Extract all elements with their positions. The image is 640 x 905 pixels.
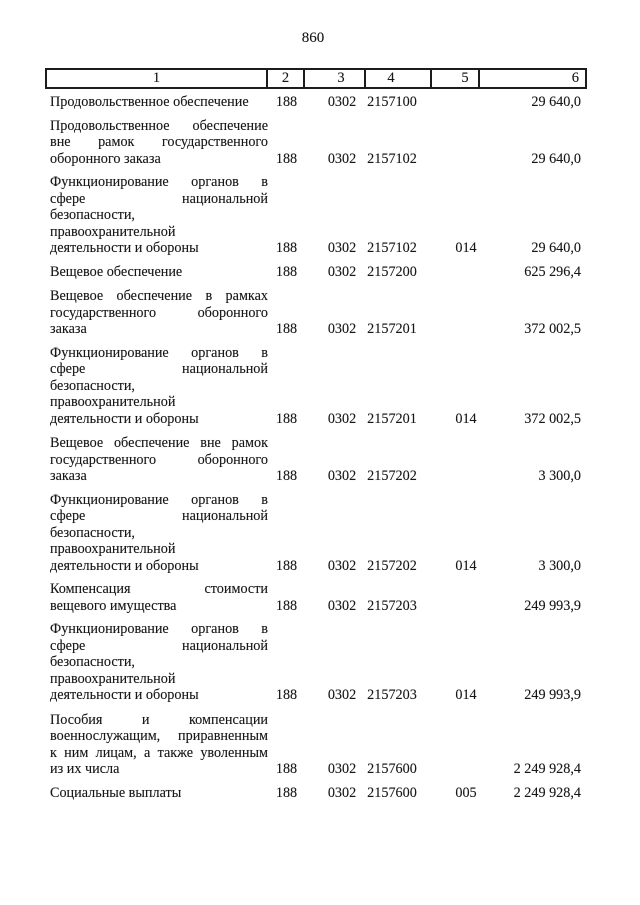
table-row xyxy=(45,492,587,575)
cell-grbs-code: 188 xyxy=(275,597,298,614)
row-description xyxy=(45,785,268,802)
column-header-3: 3 xyxy=(305,68,366,89)
description-line: Социальные выплаты xyxy=(50,784,182,801)
cell-grbs-code: 188 xyxy=(275,784,298,801)
row-description xyxy=(45,435,268,485)
cell-section-code: 0302 xyxy=(327,94,357,110)
description-line: государственного оборонного xyxy=(50,451,268,468)
cell-amount: 2 249 928,4 xyxy=(513,784,581,801)
description-line: Продовольственное обеспечение xyxy=(50,94,249,110)
cell-target-article: 2157102 xyxy=(367,240,417,256)
cell-amount: 249 993,9 xyxy=(524,687,581,703)
cell-grbs-code: 188 xyxy=(275,94,298,110)
cell-expense-type: 014 xyxy=(455,410,477,427)
row-description xyxy=(45,492,268,575)
table-header-row xyxy=(45,68,587,89)
description-line: безопасности, xyxy=(50,207,135,223)
description-line: вне рамок государственного xyxy=(50,134,268,150)
description-line: Вещевое обеспечение xyxy=(50,263,183,280)
cell-amount: 372 002,5 xyxy=(524,321,581,337)
description-line: к ним лицам, а также уволенным xyxy=(50,744,268,761)
description-line: сфере национальной xyxy=(50,361,268,377)
table-row xyxy=(45,94,587,111)
description-line: деятельности и обороны xyxy=(50,410,199,427)
row-description xyxy=(45,621,268,704)
row-description xyxy=(45,288,268,338)
cell-grbs-code: 188 xyxy=(275,263,298,280)
cell-amount: 2 249 928,4 xyxy=(513,761,581,777)
description-line: государственного оборонного xyxy=(50,304,268,321)
cell-amount: 29 640,0 xyxy=(531,150,581,167)
cell-target-article: 2157201 xyxy=(367,410,417,427)
table-row xyxy=(45,288,587,338)
description-line: сфере национальной xyxy=(50,508,268,524)
table-row xyxy=(45,174,587,257)
description-line: Пособия и компенсации xyxy=(50,711,268,728)
table-row xyxy=(45,712,587,778)
cell-grbs-code: 188 xyxy=(275,410,298,427)
cell-amount: 372 002,5 xyxy=(524,410,581,427)
cell-target-article: 2157203 xyxy=(367,597,417,614)
table-row xyxy=(45,345,587,428)
column-header-4: 4 xyxy=(366,68,432,89)
cell-section-code: 0302 xyxy=(327,150,357,167)
cell-section-code: 0302 xyxy=(327,784,357,801)
description-line: Вещевое обеспечение вне рамок xyxy=(50,435,268,451)
column-header-5: 5 xyxy=(432,68,480,89)
row-description xyxy=(45,345,268,428)
cell-grbs-code: 188 xyxy=(275,687,298,703)
page-number: 860 xyxy=(301,30,325,46)
description-line: сфере национальной xyxy=(50,190,268,207)
cell-section-code: 0302 xyxy=(327,240,357,256)
description-line: правоохранительной xyxy=(50,394,176,410)
cell-section-code: 0302 xyxy=(327,761,357,777)
cell-section-code: 0302 xyxy=(327,557,357,574)
description-line: безопасности, xyxy=(50,654,135,670)
cell-grbs-code: 188 xyxy=(275,557,298,574)
row-description xyxy=(45,581,268,614)
description-line: Функционирование органов в xyxy=(50,621,268,637)
cell-amount: 3 300,0 xyxy=(538,468,581,484)
column-header-2: 2 xyxy=(268,68,305,89)
description-line: деятельности и обороны xyxy=(50,687,199,703)
cell-target-article: 2157200 xyxy=(367,263,417,280)
cell-amount: 3 300,0 xyxy=(538,557,581,574)
row-description xyxy=(45,264,268,281)
cell-section-code: 0302 xyxy=(327,321,357,337)
row-description xyxy=(45,174,268,257)
cell-expense-type: 005 xyxy=(455,784,477,801)
description-line: вещевого имущества xyxy=(50,597,177,614)
description-line: Компенсация стоимости xyxy=(50,581,268,597)
cell-target-article: 2157201 xyxy=(367,321,417,337)
description-line: правоохранительной xyxy=(50,670,176,687)
description-line: безопасности, xyxy=(50,524,135,541)
cell-target-article: 2157600 xyxy=(367,761,417,777)
cell-target-article: 2157203 xyxy=(367,687,417,703)
cell-grbs-code: 188 xyxy=(275,321,298,337)
description-line: сфере национальной xyxy=(50,637,268,654)
table-row xyxy=(45,264,587,281)
table-body xyxy=(45,94,587,801)
cell-amount: 29 640,0 xyxy=(531,94,581,110)
column-header-6: 6 xyxy=(480,68,587,89)
table-row xyxy=(45,785,587,802)
row-description xyxy=(45,118,268,168)
description-line: заказа xyxy=(50,321,87,337)
cell-grbs-code: 188 xyxy=(275,150,298,167)
cell-amount: 29 640,0 xyxy=(531,240,581,256)
description-line: Функционирование органов в xyxy=(50,491,268,508)
cell-expense-type: 014 xyxy=(455,687,477,703)
column-header-1: 1 xyxy=(45,68,268,89)
cell-section-code: 0302 xyxy=(327,468,357,484)
description-line: деятельности и обороны xyxy=(50,240,199,256)
description-line: правоохранительной xyxy=(50,541,176,557)
cell-amount: 625 296,4 xyxy=(524,263,581,280)
cell-grbs-code: 188 xyxy=(275,468,298,484)
table-row xyxy=(45,435,587,485)
cell-target-article: 2157202 xyxy=(367,468,417,484)
description-line: военнослужащим, приравненным xyxy=(50,728,268,744)
description-line: правоохранительной xyxy=(50,223,176,240)
cell-grbs-code: 188 xyxy=(275,761,298,777)
table-row xyxy=(45,581,587,614)
cell-target-article: 2157202 xyxy=(367,557,417,574)
cell-section-code: 0302 xyxy=(327,597,357,614)
table-row xyxy=(45,621,587,704)
cell-target-article: 2157600 xyxy=(367,784,417,801)
description-line: безопасности, xyxy=(50,377,135,394)
cell-target-article: 2157102 xyxy=(367,150,417,167)
cell-amount: 249 993,9 xyxy=(524,597,581,614)
budget-table xyxy=(45,68,587,808)
cell-expense-type: 014 xyxy=(455,240,477,256)
description-line: из их числа xyxy=(50,761,120,777)
description-line: Функционирование органов в xyxy=(50,174,268,190)
cell-grbs-code: 188 xyxy=(275,240,298,256)
cell-section-code: 0302 xyxy=(327,687,357,703)
row-description xyxy=(45,94,268,111)
table-row xyxy=(45,118,587,168)
description-line: заказа xyxy=(50,468,87,484)
description-line: Функционирование органов в xyxy=(50,344,268,361)
cell-section-code: 0302 xyxy=(327,410,357,427)
cell-expense-type: 014 xyxy=(455,557,477,574)
description-line: Продовольственное обеспечение xyxy=(50,117,268,134)
row-description xyxy=(45,712,268,778)
description-line: оборонного заказа xyxy=(50,150,161,167)
description-line: деятельности и обороны xyxy=(50,557,199,574)
cell-target-article: 2157100 xyxy=(367,94,417,110)
description-line: Вещевое обеспечение в рамках xyxy=(50,288,268,304)
cell-section-code: 0302 xyxy=(327,263,357,280)
